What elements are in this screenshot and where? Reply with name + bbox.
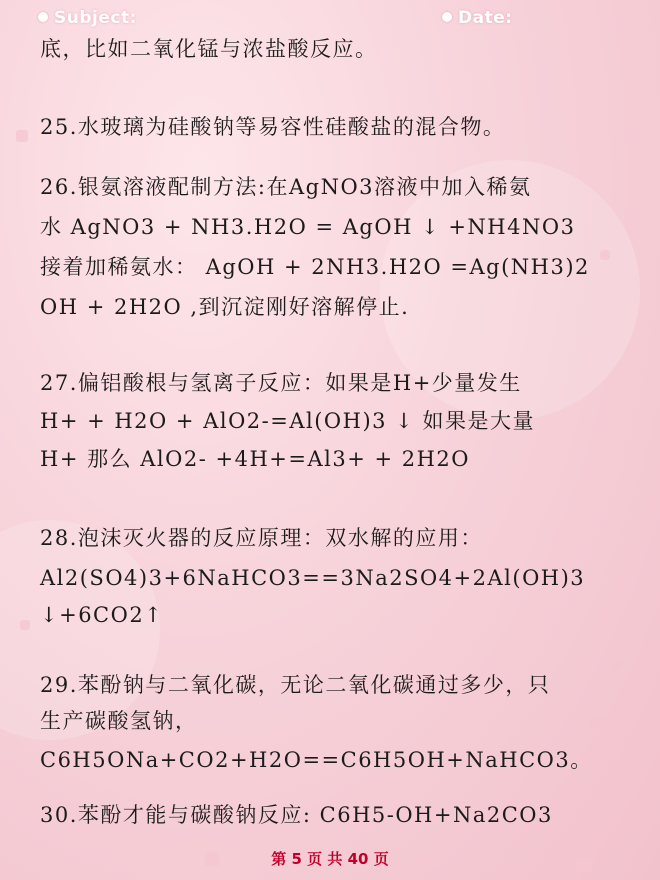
bullet-icon — [442, 12, 452, 22]
text-line: Al2(SO4)3+6NaHCO3==3Na2SO4+2Al(OH)3 — [40, 566, 586, 590]
text-line: 28.泡沫灭火器的反应原理：双水解的应用： — [40, 526, 483, 550]
text-line: C6H5ONa+CO2+H2O==C6H5OH+NaHCO3。 — [40, 748, 593, 772]
text-line: 水 AgNO3 + NH3.H2O = AgOH ↓ +NH4NO3 — [40, 215, 576, 239]
decorative-square — [20, 620, 30, 630]
text-line: H+ 那么 AlO2- +4H+=Al3+ + 2H2O — [40, 447, 470, 471]
text-line: 生产碳酸氢钠， — [40, 709, 198, 733]
page-number: 第 5 页 共 40 页 — [271, 850, 389, 868]
decorative-square — [612, 660, 622, 670]
text-line: 底，比如二氧化锰与浓盐酸反应。 — [40, 37, 378, 61]
decorative-square — [600, 250, 610, 260]
decorative-square — [16, 130, 28, 142]
text-line: 30.苯酚才能与碳酸钠反应: C6H5-OH+Na2CO3 — [40, 803, 553, 827]
text-line: OH + 2H2O ,到沉淀刚好溶解停止. — [40, 295, 410, 319]
bullet-icon — [38, 12, 48, 22]
text-line: 26.银氨溶液配制方法:在AgNO3溶液中加入稀氨 — [40, 175, 532, 199]
text-line: H+ + H2O + AlO2-=Al(OH)3 ↓ 如果是大量 — [40, 409, 535, 433]
text-line: 29.苯酚钠与二氧化碳，无论二氧化碳通过多少，只 — [40, 673, 551, 697]
date-label: Date: — [442, 8, 513, 28]
subject-label: Subject: — [38, 8, 137, 28]
text-line: 25.水玻璃为硅酸钠等易容性硅酸盐的混合物。 — [40, 115, 506, 139]
text-line: 27.偏铝酸根与氢离子反应：如果是H+少量发生 — [40, 371, 522, 395]
text-line: ↓+6CO2↑ — [40, 603, 164, 627]
decorative-square — [590, 715, 604, 729]
text-line: 接着加稀氨水： AgOH + 2NH3.H2O =Ag(NH3)2 — [40, 255, 590, 279]
